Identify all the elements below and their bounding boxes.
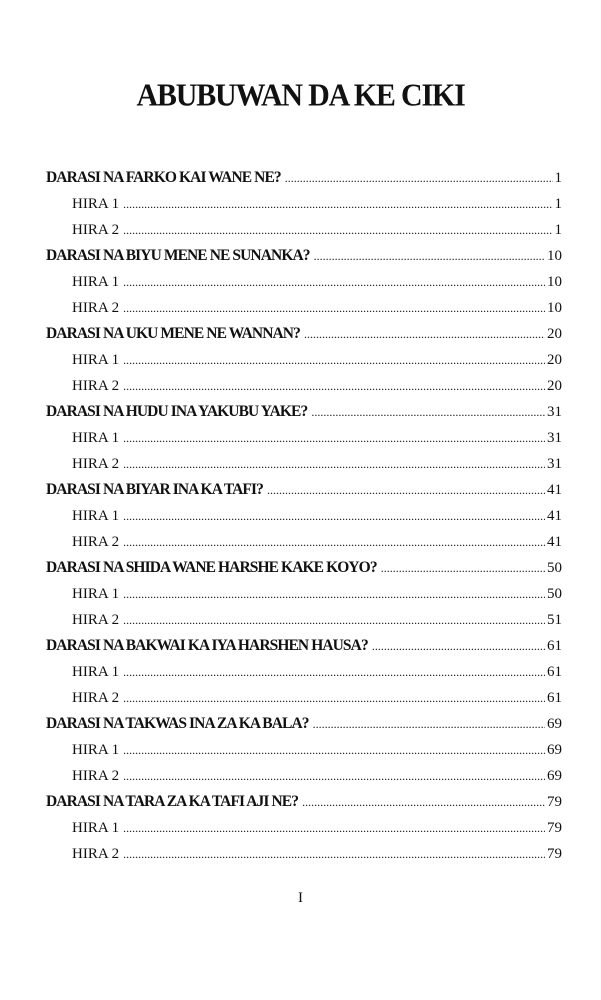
section-title: HIRA 2 bbox=[72, 690, 120, 706]
chapter-title: DARASI NA SHIDA WANE HARSHE KAKE KOYO? bbox=[46, 559, 377, 576]
dot-leader bbox=[123, 217, 552, 243]
section-page-number: 51 bbox=[547, 612, 562, 628]
toc-chapter-entry[interactable] bbox=[46, 555, 562, 581]
toc-section-entry[interactable] bbox=[46, 659, 562, 685]
section-page-number: 79 bbox=[547, 846, 562, 862]
section-page-number: 79 bbox=[547, 820, 562, 836]
dot-leader bbox=[123, 191, 552, 217]
section-page-number: 31 bbox=[547, 430, 562, 446]
toc-section-entry[interactable] bbox=[46, 607, 562, 633]
dot-leader bbox=[123, 607, 545, 633]
section-title: HIRA 2 bbox=[72, 534, 120, 550]
section-page-number: 1 bbox=[554, 222, 562, 238]
toc-section-entry[interactable] bbox=[46, 815, 562, 841]
dot-leader bbox=[302, 789, 545, 815]
toc-section-entry[interactable] bbox=[46, 685, 562, 711]
chapter-page-number: 61 bbox=[547, 638, 562, 654]
section-page-number: 69 bbox=[547, 768, 562, 784]
dot-leader bbox=[381, 555, 545, 581]
toc-section-entry[interactable] bbox=[46, 295, 562, 321]
section-title: HIRA 2 bbox=[72, 222, 120, 238]
section-page-number: 61 bbox=[547, 664, 562, 680]
toc-section-entry[interactable] bbox=[46, 581, 562, 607]
toc-chapter-entry[interactable] bbox=[46, 321, 562, 347]
section-page-number: 69 bbox=[547, 742, 562, 758]
section-title: HIRA 1 bbox=[72, 352, 120, 368]
chapter-title: DARASI NA BIYAR INA KA TAFI? bbox=[46, 481, 263, 498]
section-page-number: 10 bbox=[547, 300, 562, 316]
toc-section-entry[interactable] bbox=[46, 451, 562, 477]
dot-leader bbox=[267, 477, 545, 503]
dot-leader bbox=[313, 711, 545, 737]
dot-leader bbox=[123, 373, 545, 399]
section-title: HIRA 1 bbox=[72, 196, 120, 212]
dot-leader bbox=[123, 841, 545, 867]
toc-section-entry[interactable] bbox=[46, 841, 562, 867]
section-title: HIRA 1 bbox=[72, 742, 120, 758]
section-page-number: 10 bbox=[547, 274, 562, 290]
section-title: HIRA 2 bbox=[72, 378, 120, 394]
dot-leader bbox=[123, 659, 545, 685]
toc-chapter-entry[interactable] bbox=[46, 477, 562, 503]
toc-section-entry[interactable] bbox=[46, 529, 562, 555]
dot-leader bbox=[123, 269, 545, 295]
section-page-number: 41 bbox=[547, 508, 562, 524]
section-page-number: 31 bbox=[547, 456, 562, 472]
table-of-contents bbox=[46, 165, 562, 867]
chapter-title: DARASI NA TARA ZA KA TAFI AJI NE? bbox=[46, 793, 299, 810]
toc-section-entry[interactable] bbox=[46, 191, 562, 217]
dot-leader bbox=[304, 321, 545, 347]
section-title: HIRA 2 bbox=[72, 768, 120, 784]
toc-chapter-entry[interactable] bbox=[46, 789, 562, 815]
toc-section-entry[interactable] bbox=[46, 347, 562, 373]
toc-section-entry[interactable] bbox=[46, 217, 562, 243]
dot-leader bbox=[123, 581, 545, 607]
toc-section-entry[interactable] bbox=[46, 763, 562, 789]
section-page-number: 1 bbox=[554, 196, 562, 212]
dot-leader bbox=[123, 425, 545, 451]
chapter-page-number: 79 bbox=[547, 794, 562, 810]
toc-section-entry[interactable] bbox=[46, 503, 562, 529]
chapter-title: DARASI NA BIYU MENE NE SUNANKA? bbox=[46, 247, 310, 264]
section-page-number: 50 bbox=[547, 586, 562, 602]
chapter-title: DARASI NA TAKWAS INA ZA KA BALA? bbox=[46, 715, 309, 732]
dot-leader bbox=[311, 399, 545, 425]
section-page-number: 41 bbox=[547, 534, 562, 550]
chapter-page-number: 10 bbox=[547, 248, 562, 264]
section-title: HIRA 2 bbox=[72, 300, 120, 316]
toc-section-entry[interactable] bbox=[46, 269, 562, 295]
chapter-page-number: 50 bbox=[547, 560, 562, 576]
section-title: HIRA 2 bbox=[72, 456, 120, 472]
section-title: HIRA 1 bbox=[72, 430, 120, 446]
dot-leader bbox=[123, 763, 545, 789]
toc-chapter-entry[interactable] bbox=[46, 243, 562, 269]
section-page-number: 61 bbox=[547, 690, 562, 706]
section-title: HIRA 1 bbox=[72, 508, 120, 524]
chapter-title: DARASI NA HUDU INA YAKUBU YAKE? bbox=[46, 403, 308, 420]
section-page-number: 20 bbox=[547, 378, 562, 394]
section-title: HIRA 1 bbox=[72, 274, 120, 290]
chapter-page-number: 69 bbox=[547, 716, 562, 732]
section-page-number: 20 bbox=[547, 352, 562, 368]
chapter-page-number: 31 bbox=[547, 404, 562, 420]
toc-chapter-entry[interactable] bbox=[46, 711, 562, 737]
toc-section-entry[interactable] bbox=[46, 737, 562, 763]
section-title: HIRA 1 bbox=[72, 820, 120, 836]
chapter-title: DARASI NA UKU MENE NE WANNAN? bbox=[46, 325, 300, 342]
dot-leader bbox=[123, 737, 545, 763]
dot-leader bbox=[314, 243, 545, 269]
dot-leader bbox=[123, 815, 545, 841]
dot-leader bbox=[123, 347, 545, 373]
chapter-page-number: 1 bbox=[554, 170, 562, 186]
toc-section-entry[interactable] bbox=[46, 373, 562, 399]
dot-leader bbox=[123, 295, 545, 321]
toc-chapter-entry[interactable] bbox=[46, 633, 562, 659]
section-title: HIRA 2 bbox=[72, 846, 120, 862]
toc-chapter-entry[interactable] bbox=[46, 165, 562, 191]
section-title: HIRA 2 bbox=[72, 612, 120, 628]
chapter-title: DARASI NA FARKO KAI WANE NE? bbox=[46, 169, 281, 186]
chapter-title: DARASI NA BAKWAI KA IYA HARSHEN HAUSA? bbox=[46, 637, 368, 654]
page-number: I bbox=[298, 890, 303, 906]
chapter-page-number: 20 bbox=[547, 326, 562, 342]
dot-leader bbox=[285, 165, 553, 191]
section-title: HIRA 1 bbox=[72, 664, 120, 680]
dot-leader bbox=[123, 451, 545, 477]
dot-leader bbox=[123, 685, 545, 711]
chapter-page-number: 41 bbox=[547, 482, 562, 498]
section-title: HIRA 1 bbox=[72, 586, 120, 602]
toc-chapter-entry[interactable] bbox=[46, 399, 562, 425]
page-title: ABUBUWAN DA KE CIKI bbox=[136, 78, 465, 113]
dot-leader bbox=[123, 503, 545, 529]
toc-section-entry[interactable] bbox=[46, 425, 562, 451]
dot-leader bbox=[123, 529, 545, 555]
dot-leader bbox=[372, 633, 545, 659]
